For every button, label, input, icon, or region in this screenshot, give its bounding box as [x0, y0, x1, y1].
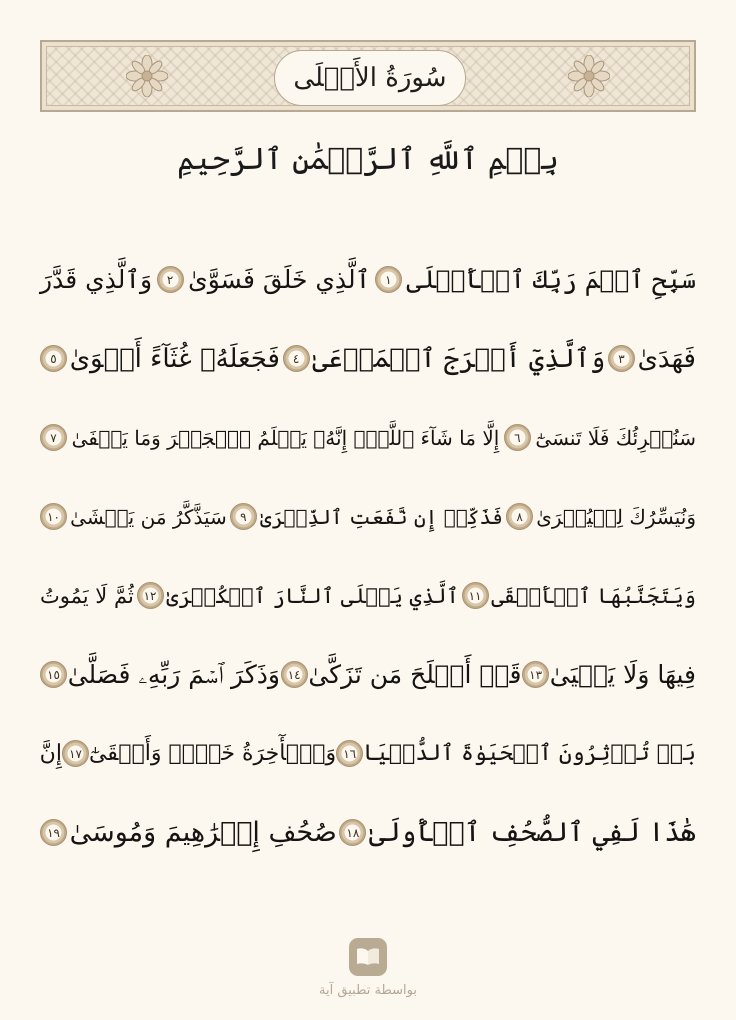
- verse-text: وَذَكَرَ ٱسۡمَ رَبِّهِۦ فَصَلَّىٰ: [67, 659, 280, 689]
- ayah-number-marker: ٩: [230, 503, 257, 530]
- verse-line: [40, 477, 696, 556]
- ayah-number-marker: ١٧: [62, 740, 89, 767]
- ayah-number-marker: ١١: [462, 582, 489, 609]
- verse-text: إِنَّ: [39, 741, 62, 766]
- ayah-number-marker: ١٨: [339, 819, 366, 846]
- ayah-number-marker: ١٢: [137, 582, 164, 609]
- basmala: بِسۡمِ ٱللَّهِ ٱلرَّحۡمَٰنِ ٱلرَّحِيمِ: [177, 142, 559, 177]
- verse-line: [40, 635, 696, 714]
- rosette-right-icon: [568, 55, 610, 97]
- ayah-number-marker: ٧: [40, 424, 67, 451]
- verse-text: وَٱلۡأٓخِرَةُ خَيۡرٞ وَأَبۡقَىٰٓ: [88, 741, 337, 766]
- verse-text: فَجَعَلَهُۥ غُثَآءً أَحۡوَىٰ: [69, 343, 280, 374]
- verse-text: سَبِّحِ ٱسۡمَ رَبِّكَ ٱلۡأَعۡلَى: [406, 265, 696, 294]
- ayah-number-marker: ٤: [283, 345, 310, 372]
- ayah-number-marker: ١٩: [40, 819, 67, 846]
- verse-text: فِيهَا وَلَا يَحۡيَىٰ: [549, 660, 696, 689]
- verse-text: إِلَّا مَا شَآءَ ٱللَّهُۚ إِنَّهُۥ يَعۡلَمُ ٱلۡجَهۡرَ وَمَا يَخۡفَىٰ: [71, 425, 500, 450]
- verse-text: ثُمَّ لَا يَمُوتُ: [40, 583, 134, 608]
- ayah-number-marker: ٥: [40, 345, 67, 372]
- ayah-number-marker: ٢: [157, 266, 184, 293]
- ayah-number-marker: ٨: [506, 503, 533, 530]
- ayah-number-marker: ١٥: [40, 661, 67, 688]
- ayah-number-marker: ١: [375, 266, 402, 293]
- surah-title: سُورَةُ الأَعۡلَى: [293, 63, 447, 93]
- verse-line: [40, 714, 696, 793]
- verse-block: [40, 240, 696, 872]
- rosette-left-icon: [126, 55, 168, 97]
- verse-text: وَٱلَّذِي قَدَّرَ: [40, 265, 153, 294]
- verse-text: بَلۡ تُؤۡثِرُونَ ٱلۡحَيَوٰةَ ٱلدُّنۡيَا: [363, 741, 696, 766]
- verse-text: وَيَتَجَنَّبُهَا ٱلۡأَشۡقَى: [491, 583, 696, 608]
- open-book-icon: [356, 947, 380, 967]
- verse-line: [40, 556, 696, 635]
- verse-text: وَٱلَّذِيٓ أَخۡرَجَ ٱلۡمَرۡعَىٰ: [312, 343, 606, 374]
- verse-text: سَنُقۡرِئُكَ فَلَا تَنسَىٰٓ: [535, 425, 696, 450]
- verse-text: فَهَدَىٰ: [637, 343, 696, 374]
- verse-text: فَذَكِّرۡ إِن نَّفَعَتِ ٱلذِّكۡرَىٰ: [260, 504, 503, 529]
- app-logo-icon[interactable]: [349, 938, 387, 976]
- verse-line: [40, 793, 696, 872]
- verse-text: ٱلَّذِي يَصۡلَى ٱلنَّارَ ٱلۡكُبۡرَىٰ: [166, 583, 459, 608]
- verse-line: [40, 319, 696, 398]
- verse-text: قَدۡ أَفۡلَحَ مَن تَزَكَّىٰ: [308, 660, 522, 689]
- ayah-number-marker: ١٠: [40, 503, 67, 530]
- verse-text: هَٰذَا لَفِي ٱلصُّحُفِ ٱلۡأُولَىٰ: [368, 817, 696, 848]
- verse-text: وَنُيَسِّرُكَ لِلۡيُسۡرَىٰ: [536, 504, 696, 529]
- ayah-number-marker: ١٤: [281, 661, 308, 688]
- surah-header-banner: [40, 40, 696, 112]
- verse-text: ٱلَّذِي خَلَقَ فَسَوَّىٰ: [188, 265, 371, 294]
- surah-title-plate: [274, 50, 466, 106]
- verse-line: [40, 240, 696, 319]
- ayah-number-marker: ١٣: [522, 661, 549, 688]
- verse-text: صُحُفِ إِبۡرَٰهِيمَ وَمُوسَىٰ: [69, 817, 337, 848]
- ayah-number-marker: ٣: [608, 345, 635, 372]
- verse-text: سَيَذَّكَّرُ مَن يَخۡشَىٰ: [70, 504, 227, 529]
- footer-attribution: بواسطة تطبيق آية: [319, 983, 417, 998]
- ayah-number-marker: ١٦: [336, 740, 363, 767]
- verse-line: [40, 398, 696, 477]
- ayah-number-marker: ٦: [504, 424, 531, 451]
